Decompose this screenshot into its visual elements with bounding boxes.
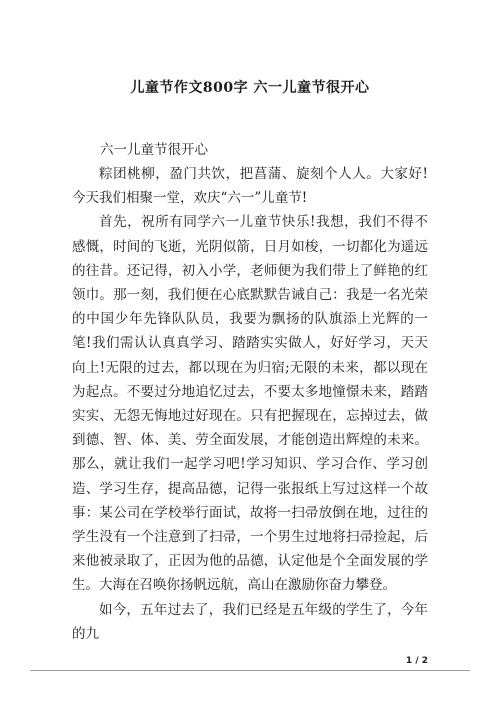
paragraph: 首先，祝所有同学六一儿童节快乐!我想，我们不得不感慨，时间的飞逝，光阴似箭，日月如梭，一切都化为遥远的往昔。还记得，初入小学，老师便为我们带上了鲜艳的红领巾。那一刻，我们便在心底默默告诫自己：我是一名光荣的中国少年先锋队队员，我要为飘扬的队旗添上光辉的一笔!我们需认认真真学习、踏踏实实做人，好好学习，天天向上!无限的过去，都以现在为归宿;无限的未来，都以现在为起点。不要过分地追忆过去，不要太多地憧憬未来，踏踏实实、无怨无悔地过好现在。只有把握现在，忘掉过去，做到德、智、体、美、劳全面发展，才能创造出辉煌的未来。那么，就让我们一起学习吧!学习知识、学习合作、学习创造、学习生存，提高品德，记得一张报纸上写过这样一个故事：某公司在学校举行面试，故将一扫帚放倒在地，过往的学生没有一个注意到了扫帚，一个男生过地将扫帚捡起，后来他被录取了，正因为他的品德，认定他是个全面发展的学生。大海在召唤你扬帆远航，高山在激励你奋力攀登。: [72, 214, 428, 594]
essay-subtitle: 六一儿童节很开心: [100, 142, 208, 158]
page-footer: [0, 656, 500, 696]
essay-body: [72, 162, 428, 646]
document-title: 儿童节作文800字 六一儿童节很开心: [130, 80, 370, 96]
paragraph: 如今，五年过去了，我们已经是五年级的学生了，今年的九: [72, 601, 428, 642]
paragraph: 粽团桃柳，盈门共饮，把菖蒲、旋刻个人人。大家好!今天我们相聚一堂，欢庆“六一”儿童节!: [72, 166, 428, 207]
footer-divider: [30, 670, 470, 671]
page-number: 1 / 2: [405, 656, 428, 666]
